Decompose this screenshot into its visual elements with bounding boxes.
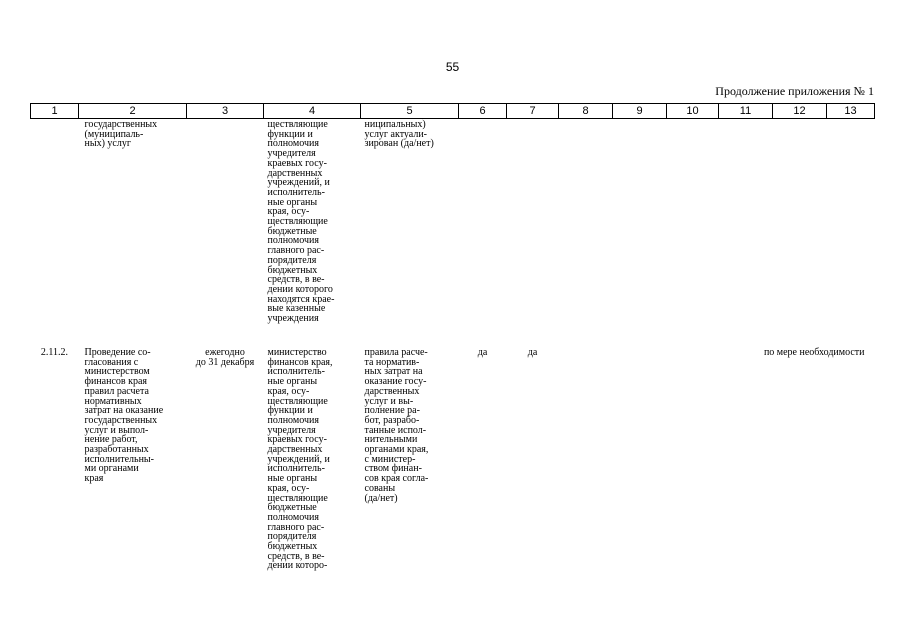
column-header: 11 — [719, 104, 773, 119]
value-cell — [667, 119, 719, 347]
value-cell — [613, 119, 667, 347]
deadline-cell: ежегодно до 31 декабря — [195, 347, 255, 368]
column-header: 13 — [827, 104, 875, 119]
value-cell — [719, 119, 773, 347]
column-header: 7 — [507, 104, 559, 119]
header-row — [31, 104, 875, 119]
column-header: 4 — [264, 104, 361, 119]
value-cell: да — [527, 347, 538, 358]
column-header: 9 — [613, 104, 667, 119]
continuation-caption: Продолжение приложения № 1 — [715, 84, 874, 98]
executor-cell: ществляющие функции и полномочия учредителя краевых госу- дарственных учреждений, и исполнитель- ные органы края, осу- ществляющие бюджетные полномочия главного рас- порядителя бюджетных средств, в ве- дении которого находятся крае- вые казенные учреждения — [267, 119, 335, 325]
row-number-cell — [31, 119, 79, 347]
column-header: 10 — [667, 104, 719, 119]
activity-cell: государственных (муниципаль- ных) услуг — [84, 119, 158, 150]
deadline-cell — [187, 119, 264, 347]
value-cell — [613, 346, 667, 571]
row-number-cell: 2.11.2. — [40, 347, 69, 358]
executor-cell: министерство финансов края, исполнитель- ные органы края, осу- ществляющие функции и полномочия учредителя краевых госу- дарственных учреждений, и исполнитель- ные органы края, осу- ществляющие бюджетные полномочия главного рас- порядителя бюджетных средств, в ве- дении которо- — [267, 347, 333, 572]
table-row — [31, 346, 875, 571]
frequency-cell: по мере необходимости — [763, 347, 865, 358]
value-cell — [559, 119, 613, 347]
table-row — [31, 119, 875, 347]
value-cell — [773, 119, 827, 347]
value-cell: да — [477, 347, 488, 358]
column-header: 8 — [559, 104, 613, 119]
column-header: 5 — [361, 104, 459, 119]
indicator-cell: правила расче- та норматив- ных затрат на оказание госу- дарственных услуг и вы- полнение ра- бот, разрабо- танные испол- нительными органами края, с министер- ством финан- сов края согла- сованы (да/нет) — [364, 347, 429, 504]
indicator-cell: ниципальных) услуг актуали- зирован (да/нет) — [364, 119, 434, 150]
column-header: 12 — [773, 104, 827, 119]
value-cell — [459, 119, 507, 347]
column-header: 2 — [79, 104, 187, 119]
column-header: 3 — [187, 104, 264, 119]
column-header: 6 — [459, 104, 507, 119]
plan-table — [30, 103, 875, 571]
value-cell — [507, 119, 559, 347]
value-cell — [827, 119, 875, 347]
value-cell — [559, 346, 613, 571]
column-header: 1 — [31, 104, 79, 119]
page-number: 55 — [445, 60, 460, 74]
activity-cell: Проведение со- гласования с министерством финансов края правил расчета нормативных затрат на оказание государственных услуг и выпол- нение работ, разработанных исполнительны- ми органами края — [84, 347, 164, 485]
